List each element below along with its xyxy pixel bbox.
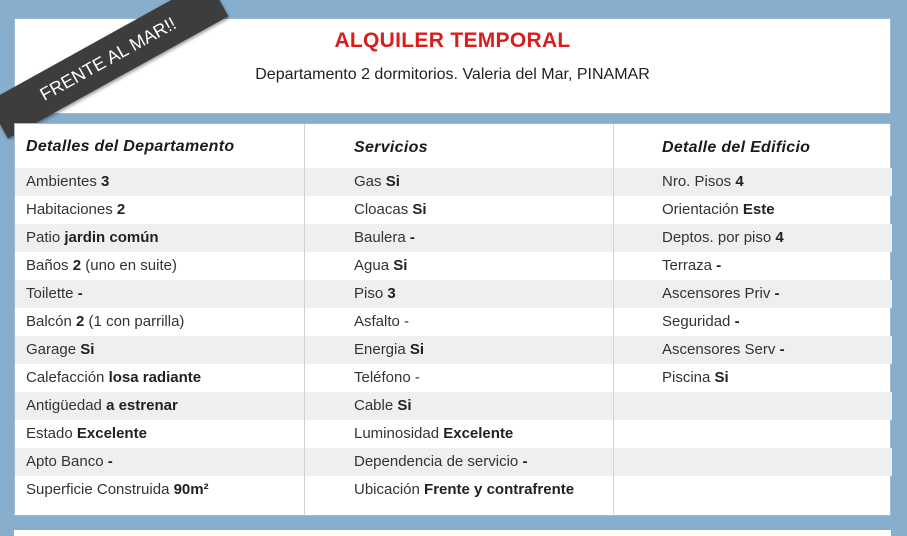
row-label: Piscina	[662, 369, 711, 386]
table-row	[305, 392, 613, 420]
row-value: -	[107, 453, 113, 470]
table-row	[15, 280, 304, 308]
table-row	[614, 336, 892, 364]
column-title: Detalle del Edificio	[662, 139, 811, 156]
table-row	[305, 364, 613, 392]
row-value: a estrenar	[106, 397, 178, 414]
table-row	[614, 252, 892, 280]
row-value: 2	[72, 257, 82, 274]
table-row	[305, 168, 613, 196]
table-row	[614, 476, 892, 504]
table-row	[305, 448, 613, 476]
column-title: Detalles del Departamento	[26, 138, 235, 155]
table-row	[305, 280, 613, 308]
row-value: -	[409, 229, 415, 246]
row-label: Superficie Construida	[26, 481, 170, 498]
row-value: 2	[116, 201, 126, 218]
row-note: (1 con parrilla)	[84, 313, 185, 330]
row-label: Toilette	[26, 285, 74, 302]
row-label: Ambientes	[26, 173, 97, 190]
table-row	[614, 168, 892, 196]
row-label: Gas	[354, 173, 382, 190]
table-row	[15, 420, 304, 448]
row-value: -	[716, 257, 722, 274]
row-label: Terraza	[662, 257, 713, 274]
table-row	[15, 336, 304, 364]
table-row	[15, 364, 304, 392]
row-label: Luminosidad	[354, 425, 440, 442]
row-note: (uno en suite)	[81, 257, 177, 274]
row-label: Deptos. por piso	[662, 229, 772, 246]
row-label: Ubicación	[354, 481, 420, 498]
row-label: Calefacción	[26, 369, 105, 386]
table-row	[614, 448, 892, 476]
table-row	[15, 392, 304, 420]
row-value: Si	[412, 201, 427, 218]
row-label: Asfalto -	[354, 313, 410, 330]
row-value: Frente y contrafrente	[424, 481, 575, 498]
row-value: -	[774, 285, 780, 302]
table-row	[614, 420, 892, 448]
row-label: Orientación	[662, 201, 739, 218]
row-value: Si	[409, 341, 425, 358]
row-value: Si	[80, 341, 95, 358]
row-value: 4	[775, 229, 784, 246]
table-row	[15, 448, 304, 476]
row-value: Excelente	[76, 425, 147, 442]
row-value: jardin común	[64, 229, 159, 246]
row-value: -	[77, 285, 83, 302]
row-value: 2	[76, 313, 85, 330]
row-label: Habitaciones	[26, 201, 113, 218]
row-value: 3	[101, 173, 110, 190]
row-label: Apto Banco	[26, 453, 104, 470]
row-value: 3	[387, 285, 396, 302]
row-label: Baños	[26, 257, 69, 274]
table-row	[305, 420, 613, 448]
row-label: Baulera	[354, 229, 406, 246]
column-title: Servicios	[354, 139, 428, 156]
table-row	[614, 308, 892, 336]
column-edificio	[614, 124, 892, 515]
page-title: ALQUILER TEMPORAL	[334, 29, 571, 52]
row-value: Si	[393, 257, 408, 274]
row-label: Dependencia de servicio	[354, 453, 519, 470]
table-row	[15, 196, 304, 224]
table-row	[15, 224, 304, 252]
table-row	[15, 476, 304, 504]
table-row	[614, 392, 892, 420]
row-value: -	[734, 313, 740, 330]
row-label: Seguridad	[662, 313, 731, 330]
page-subtitle: Departamento 2 dormitorios. Valeria del Mar, PINAMAR	[255, 66, 650, 83]
table-row	[305, 336, 613, 364]
row-label: Energia	[354, 341, 406, 358]
table-row	[15, 168, 304, 196]
details-table	[14, 123, 891, 516]
row-label: Nro. Pisos	[662, 173, 732, 190]
column-servicios	[305, 124, 614, 515]
table-row	[15, 252, 304, 280]
row-label: Balcón	[26, 313, 72, 330]
row-value: Este	[742, 201, 775, 218]
row-label: Antigüedad	[26, 397, 102, 414]
row-value: Excelente	[443, 425, 514, 442]
table-row	[305, 224, 613, 252]
table-row	[614, 364, 892, 392]
row-value: losa radiante	[108, 369, 202, 386]
table-row	[614, 196, 892, 224]
table-row	[614, 224, 892, 252]
row-value: 4	[735, 173, 744, 190]
row-value: -	[522, 453, 528, 470]
table-row	[305, 252, 613, 280]
row-label: Ascensores Priv	[662, 285, 771, 302]
row-value: -	[779, 341, 785, 358]
table-row	[15, 308, 304, 336]
row-label: Piso	[354, 285, 384, 302]
row-label: Cloacas	[354, 201, 409, 218]
row-label: Estado	[26, 425, 73, 442]
row-value: Si	[385, 173, 400, 190]
table-row	[614, 280, 892, 308]
row-value: Si	[397, 397, 412, 414]
row-label: Ascensores Serv	[662, 341, 776, 358]
bottom-card-edge	[14, 530, 891, 536]
table-row	[305, 196, 613, 224]
row-value: Si	[714, 369, 729, 386]
row-label: Agua	[354, 257, 390, 274]
table-row	[305, 308, 613, 336]
row-label: Teléfono -	[354, 369, 420, 386]
row-label: Garage	[26, 341, 77, 358]
row-label: Patio	[26, 229, 61, 246]
table-row	[305, 476, 613, 504]
row-value: 90m²	[173, 481, 209, 498]
column-departamento	[15, 124, 305, 515]
frente-al-mar-ribbon: FRENTE AL MAR!!	[0, 0, 228, 138]
row-label: Cable	[354, 397, 394, 414]
